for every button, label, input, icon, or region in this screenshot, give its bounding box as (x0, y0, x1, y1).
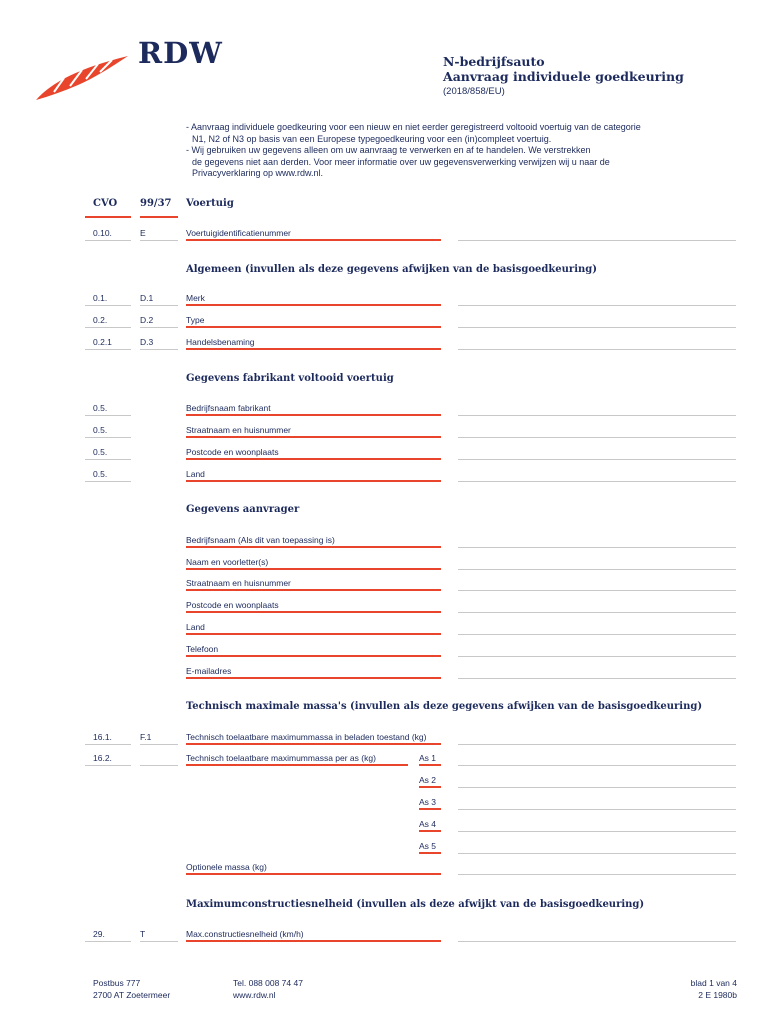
divider (140, 240, 178, 241)
row-fab-land-label: Land (186, 469, 205, 479)
row-optionele-label-rule (186, 873, 441, 875)
column-eu: 99/37 (140, 198, 172, 209)
row-merk-cvo: 0.1. (93, 293, 108, 303)
axle-5-input-field[interactable] (458, 853, 736, 854)
row-fab-straat-cvo: 0.5. (93, 425, 108, 435)
divider (140, 941, 178, 942)
column-voertuig: Voertuig (186, 198, 234, 209)
intro-line: N1, N2 of N3 op basis van een Europese typegoedkeuring voor een (in)compleet voertuig. (192, 133, 552, 144)
row-handel-label-rule (186, 348, 441, 350)
intro-line: Privacyverklaring op www.rdw.nl. (192, 168, 324, 178)
row-merk-label-rule (186, 304, 441, 306)
axle-2-input-field[interactable] (458, 787, 736, 788)
footer-contact (233, 977, 303, 1001)
row-aan-bedrijf-label: Bedrijfsnaam (Als dit van toepassing is) (186, 535, 335, 545)
aanvrager-naam-input-field[interactable] (458, 569, 736, 570)
row-merk-eu: D.1 (140, 293, 154, 303)
aanvrager-bedrijfsnaam-input-field[interactable] (458, 547, 736, 548)
divider (140, 744, 178, 745)
divider (85, 437, 131, 438)
row-fab-naam-label: Bedrijfsnaam fabrikant (186, 403, 271, 413)
row-aan-naam-label: Naam en voorletter(s) (186, 557, 269, 567)
row-aan-straat-label: Straatnaam en huisnummer (186, 578, 291, 588)
form-title-line2: Aanvraag individuele goedkeuring (443, 69, 684, 84)
handelsbenaming-input-field[interactable] (458, 349, 736, 350)
row-fab-postcode-label: Postcode en woonplaats (186, 447, 279, 457)
divider (85, 481, 131, 482)
form-title (443, 54, 684, 84)
vin-input-field[interactable] (458, 240, 736, 241)
column-cvo: CVO (93, 198, 118, 209)
row-aan-naam-label-rule (186, 568, 441, 570)
fabrikant-postcode-input-field[interactable] (458, 459, 736, 460)
aanvrager-land-input-field[interactable] (458, 634, 736, 635)
row-aan-email-label-rule (186, 677, 441, 679)
intro-text (186, 122, 726, 180)
divider (85, 744, 131, 745)
divider (85, 349, 131, 350)
row-aan-telefoon-label: Telefoon (186, 644, 219, 654)
axle-rule (419, 852, 441, 854)
row-aan-postcode-label-rule (186, 611, 441, 613)
type-input-field[interactable] (458, 327, 736, 328)
row-vin-cvo: 0.10. (93, 228, 112, 238)
divider (85, 240, 131, 241)
divider (85, 765, 131, 766)
row-aan-telefoon-label-rule (186, 655, 441, 657)
form-title-line1: N-bedrijfsauto (443, 54, 545, 69)
divider (85, 459, 131, 460)
row-handel-cvo: 0.2.1 (93, 337, 112, 347)
aanvrager-straat-input-field[interactable] (458, 590, 736, 591)
section-algemeen-heading: Algemeen (invullen als deze gegevens afwijken van de basisgoedkeuring) (186, 264, 597, 275)
row-fab-naam-cvo: 0.5. (93, 403, 108, 413)
section-aanvrager-heading: Gegevens aanvrager (186, 504, 300, 515)
rdw-logo-text: RDW (138, 36, 223, 70)
section-massa-heading: Technisch maximale massa's (invullen als deze gegevens afwijken van de basisgoedkeuring) (186, 701, 703, 712)
footer-address-line: Postbus 777 (93, 978, 141, 988)
row-vin-eu: E (140, 228, 146, 238)
divider (85, 305, 131, 306)
divider (140, 349, 178, 350)
row-aan-postcode-label: Postcode en woonplaats (186, 600, 279, 610)
footer-page-info (691, 977, 737, 1001)
axle-3-input-field[interactable] (458, 809, 736, 810)
row-snelheid-cvo: 29. (93, 929, 105, 939)
row-optionele-label: Optionele massa (kg) (186, 862, 267, 872)
row-type-label-rule (186, 326, 441, 328)
row-aan-bedrijf-label-rule (186, 546, 441, 548)
divider (140, 765, 178, 766)
snelheid-input-field[interactable] (458, 941, 736, 942)
axle-label-4: As 4 (419, 819, 437, 829)
row-merk-label: Merk (186, 293, 205, 303)
footer-address (93, 977, 170, 1001)
aanvrager-telefoon-input-field[interactable] (458, 656, 736, 657)
row-massa-beladen-label: Technisch toelaatbare maximummassa in beladen toestand (kg) (186, 732, 427, 742)
axle-1-input-field[interactable] (458, 765, 736, 766)
row-snelheid-label-rule (186, 940, 441, 942)
intro-line: - Aanvraag individuele goedkeuring voor een nieuw en niet eerder geregistreerd voltooid voertuig van de categorie (186, 122, 641, 132)
row-fab-postcode-label-rule (186, 458, 441, 460)
aanvrager-email-input-field[interactable] (458, 678, 736, 679)
axle-rule (419, 764, 441, 766)
row-massa-as-label-rule (186, 764, 408, 766)
row-fab-straat-label: Straatnaam en huisnummer (186, 425, 291, 435)
fabrikant-land-input-field[interactable] (458, 481, 736, 482)
divider (85, 415, 131, 416)
row-fab-straat-label-rule (186, 436, 441, 438)
fabrikant-straat-input-field[interactable] (458, 437, 736, 438)
row-vin-label-rule (186, 239, 441, 241)
row-massa-beladen-eu: F.1 (140, 732, 152, 742)
row-aan-land-label-rule (186, 633, 441, 635)
column-cvo-rule (85, 216, 131, 218)
row-massa-beladen-cvo: 16.1. (93, 732, 112, 742)
rdw-logo-feather-icon (34, 52, 130, 102)
massa-beladen-input-field[interactable] (458, 744, 736, 745)
row-aan-straat-label-rule (186, 589, 441, 591)
axle-label-2: As 2 (419, 775, 437, 785)
row-handel-eu: D.3 (140, 337, 154, 347)
section-fabrikant-heading: Gegevens fabrikant voltooid voertuig (186, 373, 394, 384)
row-snelheid-label: Max.constructiesnelheid (km/h) (186, 929, 304, 939)
axle-4-input-field[interactable] (458, 831, 736, 832)
axle-label-3: As 3 (419, 797, 437, 807)
row-aan-land-label: Land (186, 622, 205, 632)
optionele-massa-input-field[interactable] (458, 874, 736, 875)
row-handel-label: Handelsbenaming (186, 337, 255, 347)
axle-label-1: As 1 (419, 753, 437, 763)
intro-line: - Wij gebruiken uw gegevens alleen om uw aanvraag te verwerken en af te handelen. We verstrekken (186, 145, 591, 155)
row-fab-land-label-rule (186, 480, 441, 482)
footer-phone: Tel. 088 008 74 47 (233, 978, 303, 988)
footer-form-code: 2 E 1980b (698, 990, 737, 1000)
footer-page-number: blad 1 van 4 (690, 978, 737, 988)
axle-rule (419, 786, 441, 788)
axle-rule (419, 830, 441, 832)
divider (140, 305, 178, 306)
merk-input-field[interactable] (458, 305, 736, 306)
row-snelheid-eu: T (140, 929, 146, 939)
axle-rule (419, 808, 441, 810)
row-fab-land-cvo: 0.5. (93, 469, 108, 479)
row-vin-label: Voertuigidentificatienummer (186, 228, 291, 238)
form-subtitle: (2018/858/EU) (443, 86, 505, 97)
intro-line: de gegevens niet aan derden. Voor meer informatie over uw gegevensverwerking verwijzen wij u naar de (192, 156, 610, 167)
divider (140, 327, 178, 328)
row-fab-postcode-cvo: 0.5. (93, 447, 108, 457)
row-type-cvo: 0.2. (93, 315, 108, 325)
row-massa-beladen-label-rule (186, 743, 441, 745)
axle-label-5: As 5 (419, 841, 437, 851)
row-type-label: Type (186, 315, 205, 325)
divider (85, 327, 131, 328)
column-eu-rule (140, 216, 178, 218)
row-massa-as-label: Technisch toelaatbare maximummassa per as (kg) (186, 753, 376, 763)
fabrikant-naam-input-field[interactable] (458, 415, 736, 416)
row-aan-email-label: E-mailadres (186, 666, 232, 676)
row-massa-as-cvo: 16.2. (93, 753, 112, 763)
aanvrager-postcode-input-field[interactable] (458, 612, 736, 613)
footer-address-line: 2700 AT Zoetermeer (93, 990, 171, 1000)
divider (85, 941, 131, 942)
row-fab-naam-label-rule (186, 414, 441, 416)
row-type-eu: D.2 (140, 315, 154, 325)
section-snelheid-heading: Maximumconstructiesnelheid (invullen als deze afwijkt van de basisgoedkeuring) (186, 899, 645, 910)
footer-website-link[interactable]: www.rdw.nl (233, 990, 276, 1000)
